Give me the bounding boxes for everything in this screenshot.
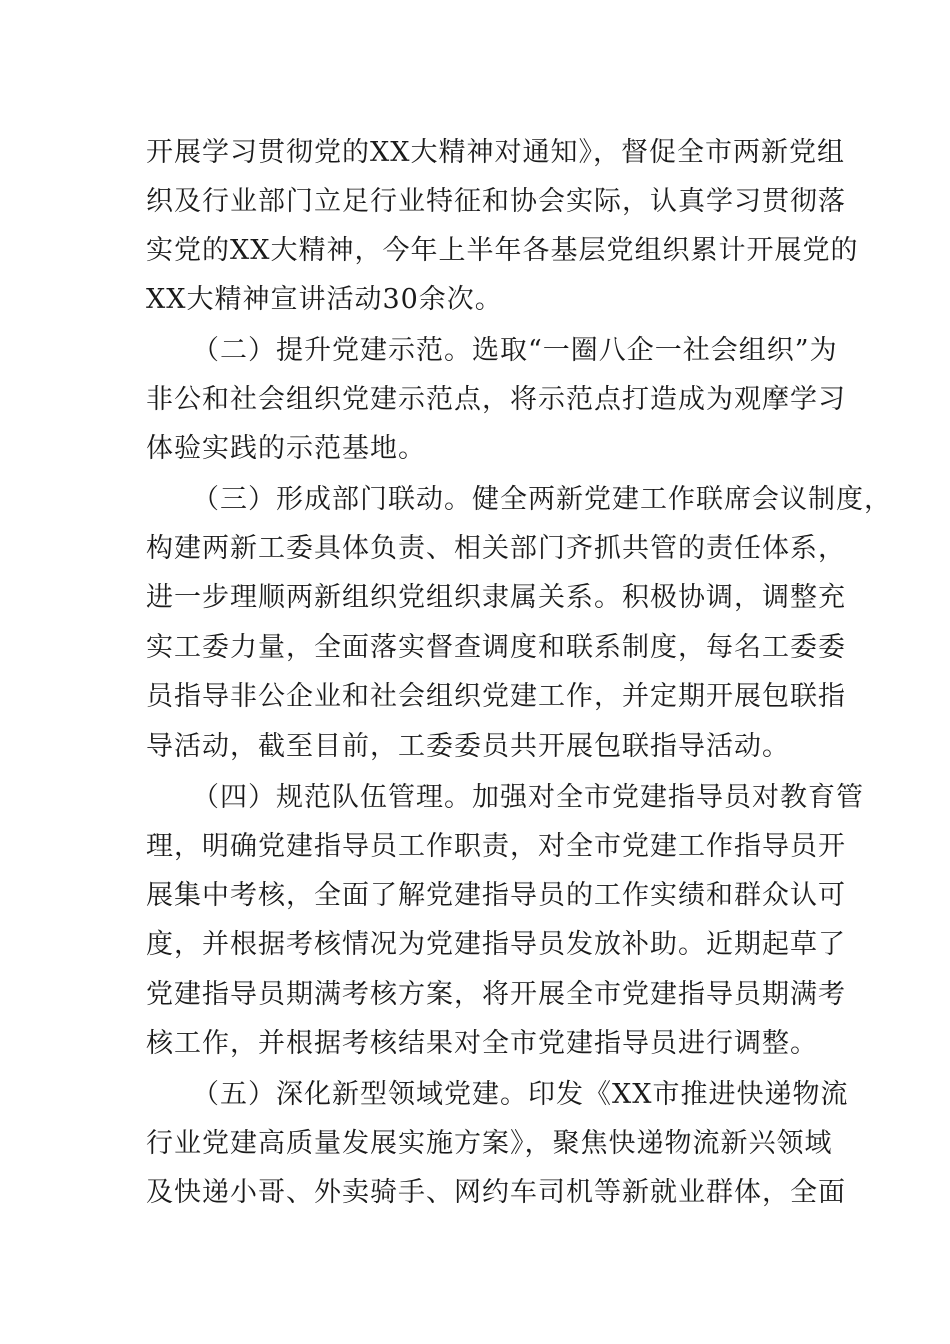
text-line: 体验实践的示范基地。	[146, 433, 426, 464]
text-line: XX大精神宣讲活动30余次。	[146, 284, 503, 315]
text-line: 理，明确党建指导员工作职责，对全市党建工作指导员开	[146, 831, 846, 862]
text-line: 展集中考核，全面了解党建指导员的工作实绩和群众认可	[146, 880, 846, 911]
text-line: 非公和社会组织党建示范点，将示范点打造成为观摩学习	[146, 384, 846, 415]
text-line: 员指导非公企业和社会组织党建工作，并定期开展包联指	[146, 681, 846, 712]
text-line: 及快递小哥、外卖骑手、网约车司机等新就业群体，全面	[146, 1177, 846, 1208]
section-heading-line: （四）规范队伍管理。加强对全市党建指导员对教育管	[192, 782, 864, 813]
text-line: 开展学习贯彻党的XX大精神对通知》，督促全市两新党组	[146, 137, 845, 168]
section-heading-line: （三）形成部门联动。健全两新党建工作联席会议制度，	[192, 484, 892, 515]
text-line: 实党的XX大精神，今年上半年各基层党组织累计开展党的	[146, 235, 859, 266]
text-line: 党建指导员期满考核方案，将开展全市党建指导员期满考	[146, 979, 846, 1010]
section-heading-line: （五）深化新型领域党建。印发《XX市推进快递物流	[192, 1079, 849, 1110]
text-line: 导活动，截至目前，工委委员共开展包联指导活动。	[146, 731, 790, 762]
text-line: 核工作，并根据考核结果对全市党建指导员进行调整。	[146, 1028, 818, 1059]
text-line: 构建两新工委具体负责、相关部门齐抓共管的责任体系，	[146, 533, 846, 564]
text-line: 度，并根据考核情况为党建指导员发放补助。近期起草了	[146, 929, 846, 960]
text-line: 进一步理顺两新组织党组织隶属关系。积极协调，调整充	[146, 582, 846, 613]
section-heading-line: （二）提升党建示范。选取“一圈八企一社会组织”为	[192, 335, 838, 366]
text-line: 行业党建高质量发展实施方案》，聚焦快递物流新兴领域	[146, 1128, 833, 1159]
text-line: 织及行业部门立足行业特征和协会实际，认真学习贯彻落	[146, 186, 846, 217]
text-line: 实工委力量，全面落实督查调度和联系制度，每名工委委	[146, 632, 846, 663]
